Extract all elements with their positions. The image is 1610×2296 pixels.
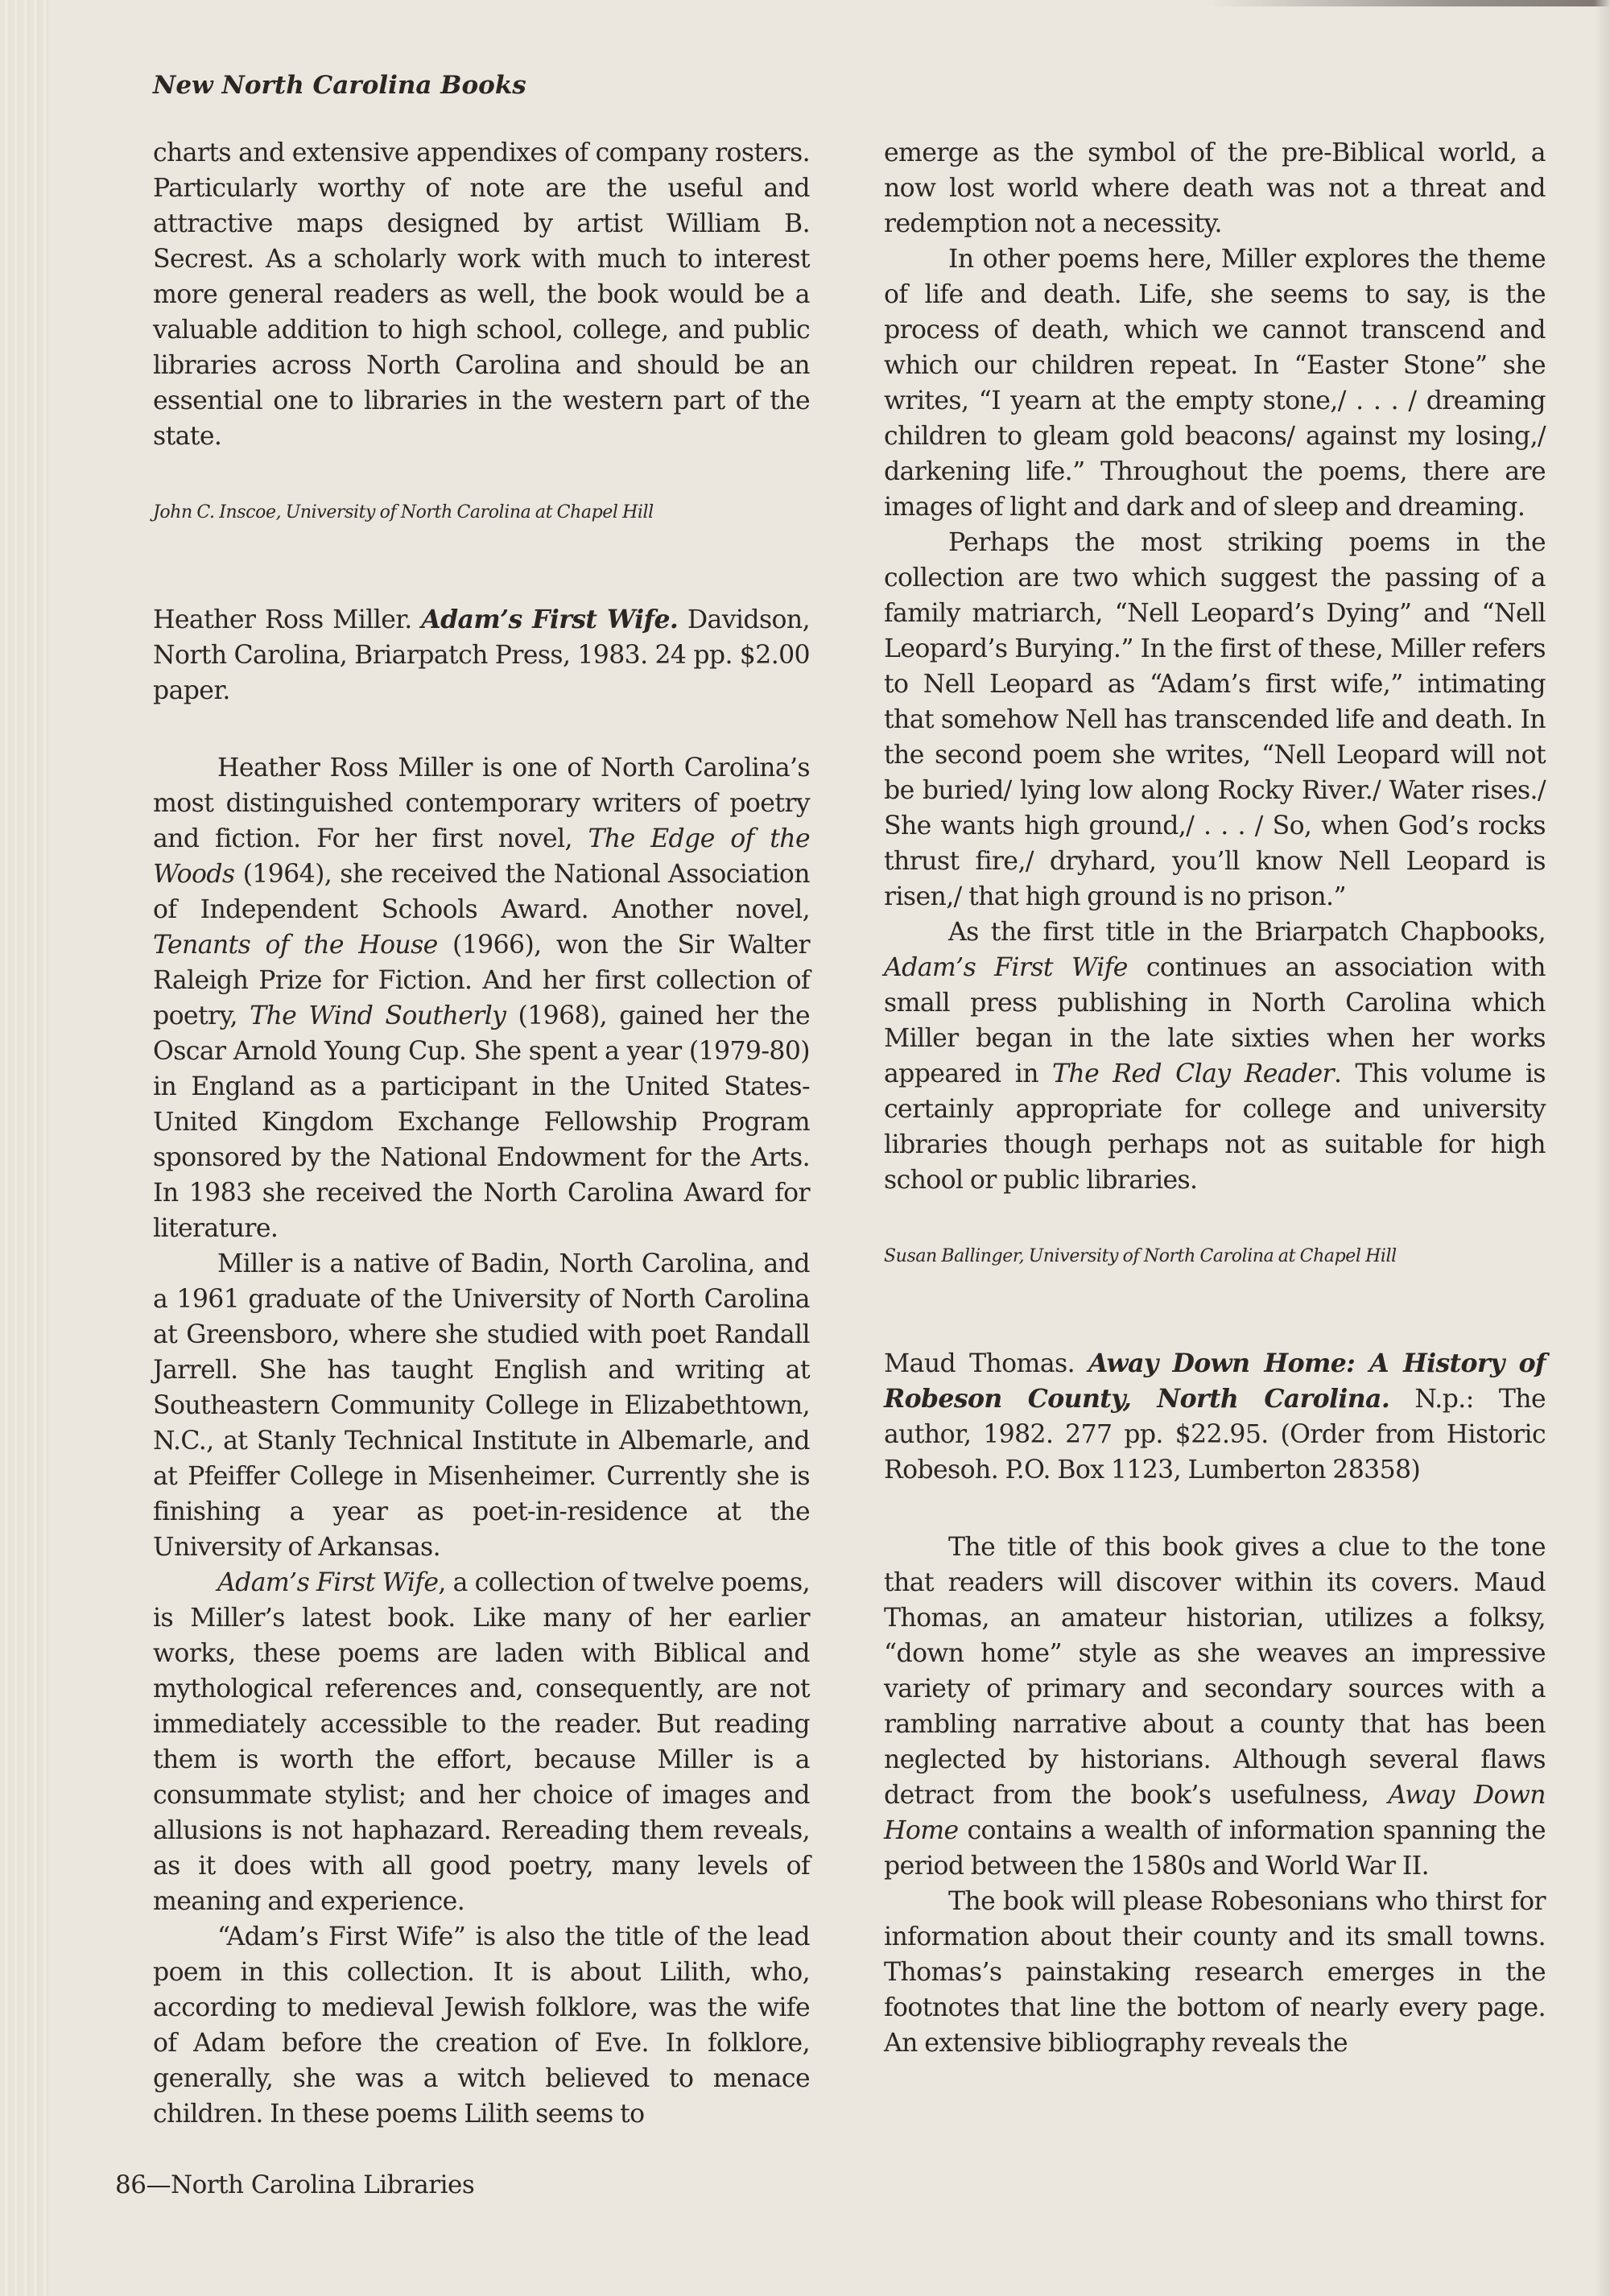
text-run: , a collection of twelve poems, is Miller’s latest book. Like many of her earlier works, these poems are laden with Biblical and mythological references and, consequently, are not immediately accessible to the reader. But reading them is worth the effort, because Miller is a consummate stylist; and her choice of images and allusions is not haphazard. Rereading them reveals, as it does with all good poetry, many levels of meaning and experience. xyxy=(153,1568,811,1916)
reviewer-byline: John C. Inscoe, University of North Carolina at Chapel Hill xyxy=(153,502,654,522)
book-page-edge xyxy=(0,0,48,2296)
citation-title: Adam’s First Wife. xyxy=(421,605,679,634)
text-run: As the first title in the Briarpatch Chapbooks, xyxy=(948,918,1546,947)
book-title-italic: Away Down Home xyxy=(884,1781,1546,1845)
book-title-italic: Adam’s First Wife xyxy=(217,1568,439,1597)
review-paragraph xyxy=(153,750,810,1246)
text-run: Heather Ross Miller is one of North Carolina’s most distinguished contemporary writers of poetry and fiction. For her first novel, xyxy=(153,754,810,853)
book-title-italic: Adam’s First Wife xyxy=(884,953,1128,982)
review-paragraph xyxy=(884,915,1546,1198)
review-paragraph: Perhaps the most striking poems in the collection are two which suggest the passing of a family matriarch, “Nell Leopard’s Dying” and “Nell Leopard’s Burying.” In the first of these, Miller refers to Nell Leopard as “Adam’s first wife,” intimating that somehow Nell has transcended life and death. In the second poem she writes, “Nell Leopard will not be buried/ lying low along Rocky River./ Water rises./ She wants high ground,/ . . . / So, when God’s rocks thrust fire,/ dryhard, you’ll know Nell Leopard is risen,/ that high ground is no prison.” xyxy=(884,528,1546,911)
right-column xyxy=(884,135,1546,2061)
review-paragraph xyxy=(884,1530,1546,1884)
book-title-italic: The Edge of the Woods xyxy=(153,824,810,889)
citation-details: N.p.: The author, 1982. 277 pp. $22.95. (Order from Historic Robesoh. P.O. Box 1123, Lumberton 28358) xyxy=(884,1385,1546,1485)
page-gutter-shadow xyxy=(1594,0,1610,2296)
scan-top-edge xyxy=(1208,0,1610,6)
book-citation xyxy=(884,1346,1546,1488)
citation-author: Heather Ross Miller. xyxy=(153,605,412,634)
reviewer-byline: Susan Ballinger, University of North Carolina at Chapel Hill xyxy=(884,1246,1397,1266)
page-folio: 86—North Carolina Libraries xyxy=(115,2170,475,2199)
book-title-italic: Tenants of the House xyxy=(153,931,438,960)
citation-details: Davidson, North Carolina, Briarpatch Press, 1983. 24 pp. $2.00 paper. xyxy=(153,605,810,705)
text-run: (1964), she received the National Association of Independent Schools Award. Another novel, xyxy=(153,860,810,924)
review-paragraph: In other poems here, Miller explores the theme of life and death. Life, she seems to say, is the process of death, which we cannot transcend and which our children repeat. In “Easter Stone” she writes, “I yearn at the empty stone,/ . . . / dreaming children to gleam gold beacons/ against my losing,/ darkening life.” Throughout the poems, there are images of light and dark and of sleep and dreaming. xyxy=(884,245,1546,522)
text-run: The title of this book gives a clue to the tone that readers will discover within its covers. Maud Thomas, an amateur historian, utilizes a folksy, “down home” style as she weaves an impressive variety of primary and secondary sources with a rambling narrative about a county that has been neglected by historians. Although several flaws detract from the book’s usefulness, xyxy=(884,1533,1546,1810)
review-paragraph: Miller is a native of Badin, North Carolina, and a 1961 graduate of the University of North Carolina at Greensboro, where she studied with poet Randall Jarrell. She has taught English and writing at Southeastern Community College in Elizabethtown, N.C., at Stanly Technical Institute in Albemarle, and at Pfeiffer College in Misenheimer. Currently she is finishing a year as poet-in-residence at the University of Arkansas. xyxy=(153,1249,810,1562)
text-run: (1968), gained her the Oscar Arnold Young Cup. She spent a year (1979-80) in England as a participant in the United States-United Kingdom Exchange Fellowship Program sponsored by the National Endowment for the Arts. In 1983 she received the North Carolina Award for literature. xyxy=(153,1001,810,1243)
text-run: contains a wealth of information spanning the period between the 1580s and World War II. xyxy=(884,1816,1546,1881)
book-title-italic: The Red Clay Reader xyxy=(1052,1059,1334,1088)
text-run: (1966), won the Sir Walter Raleigh Prize for Fiction. And her first collection of poetry, xyxy=(153,931,810,1030)
citation-author: Maud Thomas. xyxy=(884,1349,1075,1378)
review-paragraph: emerge as the symbol of the pre-Biblical world, a now lost world where death was not a threat and redemption not a necessity. xyxy=(884,138,1546,238)
review-paragraph: The book will please Robesonians who thirst for information about their county and its small towns. Thomas’s painstaking research emerges in the footnotes that line the bottom of nearly every page. An extensive bibliography reveals the xyxy=(884,1887,1546,2058)
review-paragraph xyxy=(153,1565,810,1919)
left-column xyxy=(153,135,810,2132)
continuation-paragraph: charts and extensive appendixes of company rosters. Particularly worthy of note are the useful and attractive maps designed by artist William B. Secrest. As a scholarly work with much to interest more general readers as well, the book would be a valuable addition to high school, college, and public libraries across North Carolina and should be an essential one to libraries in the western part of the state. xyxy=(153,138,810,451)
text-run: continues an association with small press publishing in North Carolina which Miller began in the late sixties when her works appeared in xyxy=(884,953,1546,1088)
running-head: New North Carolina Books xyxy=(153,71,526,100)
citation-title: Away Down Home: A History of Robeson County, North Carolina. xyxy=(884,1348,1546,1414)
book-citation xyxy=(153,602,810,708)
text-run: . This volume is certainly appropriate for college and university libraries though perhaps not as suitable for high school or public libraries. xyxy=(884,1059,1546,1195)
book-title-italic: The Wind Southerly xyxy=(250,1001,506,1030)
review-paragraph: “Adam’s First Wife” is also the title of the lead poem in this collection. It is about Lilith, who, according to medieval Jewish folklore, was the wife of Adam before the creation of Eve. In folklore, generally, she was a witch believed to menace children. In these poems Lilith seems to xyxy=(153,1922,810,2129)
